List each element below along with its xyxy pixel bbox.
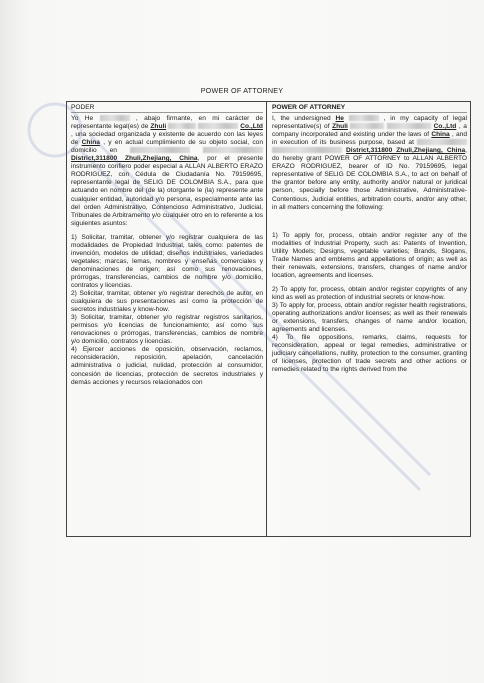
redacted-company [350,123,384,129]
intro-text: I, the undersigned [272,115,331,123]
company-suffix: Co.,Ltd [433,123,457,131]
redacted-address [203,147,263,153]
english-item-4: 4) To file oppositions, remarks, claims, requests for reconsideration, appeal or legal remedies, administrative or judiciary cancellations, nullity, protection to the consumer, granting of licenses, protection of trade secrets and other actions or remedies related to the rights derived from the [272,334,467,374]
redacted-address [417,139,467,145]
company-name: Zhuli [332,123,348,131]
intro-text: , una sociedad organizada y existente de acuerdo con las leyes de [71,131,263,147]
redacted-company [168,123,196,129]
company-name: Zhuli [150,123,167,131]
english-column [267,102,470,536]
country: China [431,131,450,139]
intro-text: , and in execution of its business purpose, based at [272,131,467,147]
english-intro [272,115,467,212]
spanish-item-4: 4) Ejercer acciones de oposición, observación, reclamos, reconsideración, reposición, apelación, cancelación administrativa o judicial, nulidad, protección al consumidor, concesión de licencias, protección de secretos industriales y demás acciones y recursos relacionados con [71,346,263,386]
intro-text: , y en actual cumplimiento de su objeto social, con domicilio en [71,139,263,155]
address: District,311800 Zhuli,Zhejiang, China [346,147,466,155]
redacted-address [130,147,190,153]
grantor-name: He [335,115,344,123]
english-item-1: 1) To apply for, process, obtain and/or register any of the modalities of Industrial Property, such as: Patents of Invention, Utility Models; Designs, vegetable varieties; Brands, Slogans, Trade Names and emblems and appellations of origin; as well as their renewals, extensions, transfers, changes of name and/or location, agreements and licenses. [272,231,467,279]
country: China [81,139,100,147]
spanish-intro [71,115,263,228]
company-suffix: Co.,Ltd [240,123,263,131]
spanish-column [67,102,267,536]
english-item-3: 3) To apply for, process, obtain and/or register health registrations, operating authorizations and/or licenses; as well as their renewals or extensions, transfers, changes of name and/or location, agreements and licenses. [272,301,467,334]
intro-text: Yo He [71,115,94,123]
redacted-name [100,115,130,121]
intro-text: , a company incorporated and existing under the laws of [272,123,467,139]
spanish-item-2: 2) Solicitar, tramitar, obtener y/o registrar derechos de autor, en cualquiera de sus presentaciones así como la protección de secretos industriales y know-how. [71,290,263,314]
redacted-address [272,147,342,153]
spanish-item-3: 3) Solicitar, tramitar, obtener y/o registrar registros sanitarios, permisos y/o licencias de funcionamiento; así como sus renovaciones o prórrogas, transferencias, cambios de nombre y/o domicilio, contratos y licencias. [71,314,263,346]
bilingual-table [66,101,471,537]
spanish-item-1: 1) Solicitar, tramitar, obtener y/o registrar cualquiera de las modalidades de Propiedad Industrial, tales como: patentes de invención, modelos de utilidad; diseños industriales, variedades vegetales; marcas, lemas, nombres y enseñas comerciales y denominaciones de origen; así como sus renovaciones, prórrogas, transferencias, cambios de nombre y/o domicilio, contratos y licencias. [71,233,263,289]
address: District,311800 Zhuli,Zhejiang, China [71,155,198,163]
redacted-name [349,115,379,121]
intro-text: , in my capacity of legal representative(s) of [272,115,467,131]
intro-text: , do hereby grant POWER OF ATTORNEY to ALLAN ALBERTO ERAZO RODRIGUEZ, bearer of ID No. 79159695, legal representative of SELIG DE COLOMBIA S.A., to act on behalf of the grantor before any entity, authority and/or natural or juridical person, specially before those Administrative, Administrative-Contentious, Judicial entities, arbitration courts, and/or any other, in all matters concerning the following: [272,147,467,211]
intro-text: , por el presente instrumento confiero poder especial a ALLAN ALBERTO ERAZO RODRIGUEZ, con Cédula de Ciudadanía No. 79159695, representante legal de SELIG DE COLOMBIA S.A., para que actuando en nombre del (de la) otorgante le (la) represente ante cualquier entidad, autoridad y/o persona, especialmente ante las del orden Administrativo, Contencioso Administrativo, Judicial, Tribunales de Arbitramento y/o cualquier otro en lo referente a los siguientes asuntos: [71,155,263,227]
spanish-header: PODER [71,104,263,113]
redacted-company [198,123,238,129]
redacted-company [387,123,431,129]
document-title: POWER OF ATTORNEY [200,86,284,95]
intro-text: , abajo firmante, en mi carácter de representante legal(es) de [71,115,263,131]
english-header: POWER OF ATTORNEY [272,104,467,113]
english-item-2: 2) To apply for, process, obtain and/or register copyrights of any kind as well as protection of industrial secrets or know-how. [272,285,467,301]
